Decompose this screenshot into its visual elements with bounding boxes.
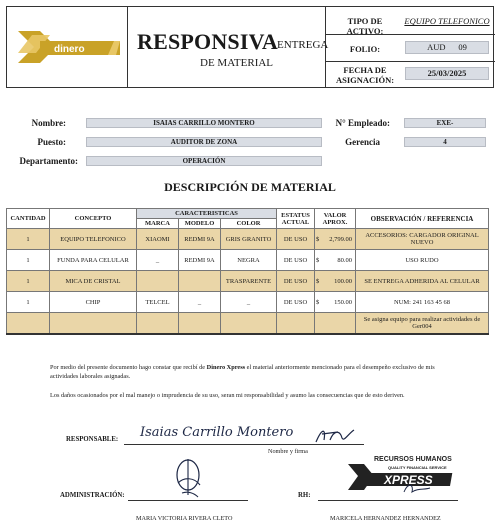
folio-label: FOLIO: [349, 44, 381, 54]
rh-label: RH: [298, 492, 311, 499]
cell-marca: TELCEL [137, 292, 179, 313]
header-divider [325, 61, 495, 62]
fecha-label: FECHA DE ASIGNACIÓN: [335, 65, 395, 85]
table-row [7, 250, 489, 271]
svg-text:QUALITY FINANCIAL SERVICE: QUALITY FINANCIAL SERVICE [388, 465, 447, 470]
cell-estatus: DE USO [277, 229, 315, 250]
cell-color: GRIS GRANITO [221, 229, 277, 250]
document-subtitle: ENTREGA [277, 39, 329, 51]
header-modelo: MODELO [179, 219, 221, 229]
rh-name: MARICELA HERNANDEZ HERNANDEZ [330, 515, 441, 522]
folio-number: 09 [458, 42, 467, 52]
responsable-handwriting: Isaias Carrillo Montero [140, 425, 294, 440]
admin-name: MARIA VICTORIA RIVERA CLETO [136, 515, 233, 522]
cell-concepto [50, 313, 137, 334]
cell-currency [315, 313, 324, 334]
cell-observacion: ACCESORIOS: CARGADOR ORIGINAL NUEVO [356, 229, 489, 250]
administracion-label: ADMINISTRACIÓN: [60, 492, 125, 499]
nombre-field: ISAIAS CARRILLO MONTERO [86, 118, 322, 128]
header-estatus: ESTATUS ACTUAL [277, 209, 315, 229]
nombre-firma-caption: Nombre y firma [268, 448, 308, 455]
cell-modelo [179, 271, 221, 292]
document-subtitle: DE MATERIAL [200, 57, 274, 69]
admin-signature-line [128, 500, 248, 501]
cell-valor: 2,799.00 [324, 229, 356, 250]
svg-text:dinero: dinero [54, 44, 85, 55]
material-table [6, 208, 489, 335]
cell-observacion: Se asigna equipo para realizar actividades de Ger004 [356, 313, 489, 334]
cell-concepto: EQUIPO TELEFONICO [50, 229, 137, 250]
responsable-signature-scribble [312, 424, 358, 446]
paragraph-text: el material anteriormente mencionado para el desempeño exclusivo de mis actividades laborales asignadas. [50, 364, 435, 380]
cell-observacion: SE ENTREGA ADHERIDA AL CELULAR [356, 271, 489, 292]
cell-currency: $ [315, 292, 324, 313]
cell-currency: $ [315, 271, 324, 292]
cell-cantidad: 1 [7, 292, 50, 313]
company-name: Dinero Xpress [206, 364, 246, 371]
cell-marca: XIAOMI [137, 229, 179, 250]
cell-modelo: _ [179, 292, 221, 313]
header-observacion: OBSERVACIÓN / REFERENCIA [356, 209, 489, 229]
header-color: COLOR [221, 219, 277, 229]
cell-color: _ [221, 292, 277, 313]
cell-modelo: REDMI 9A [179, 250, 221, 271]
cell-modelo: REDMI 9A [179, 229, 221, 250]
tipo-activo-label: TIPO DE ACTIVO: [346, 16, 384, 36]
cell-concepto: CHIP [50, 292, 137, 313]
liability-paragraph: Los daños ocasionados por el mal manejo o imprudencia de su uso, seran mi responsabilidad y asumo las consecuencias que de esto deriven. [50, 392, 405, 399]
cell-estatus: DE USO [277, 271, 315, 292]
gerencia-field: 4 [404, 137, 486, 147]
table-row [7, 229, 489, 250]
folio-prefix: AUD [427, 42, 446, 52]
cell-color: TRASPARENTE [221, 271, 277, 292]
header-concepto: CONCEPTO [50, 209, 137, 229]
xpress-stamp-icon [344, 452, 462, 496]
departamento-field: OPERACIÓN [86, 156, 322, 166]
cell-valor: 80.00 [324, 250, 356, 271]
section-title: DESCRIPCIÓN DE MATERIAL [164, 180, 336, 194]
folio-value [405, 41, 489, 54]
cell-marca [137, 313, 179, 334]
header-cantidad: CANTIDAD [7, 209, 50, 229]
cell-concepto: MICA DE CRISTAL [50, 271, 137, 292]
cell-cantidad: 1 [7, 271, 50, 292]
paragraph-text: Por medio del presente documento hago constar que recibí de [50, 364, 207, 371]
cell-cantidad [7, 313, 50, 334]
responsable-label: RESPONSABLE: [66, 436, 119, 443]
header-marca: MARCA [137, 219, 179, 229]
dinero-xpress-logo [10, 13, 128, 81]
puesto-field: AUDITOR DE ZONA [86, 137, 322, 147]
header-caracteristicas: CARACTERISTICAS [137, 209, 277, 219]
table-row [7, 292, 489, 313]
empleado-label: N° Empleado: [335, 118, 390, 128]
cell-concepto: FUNDA PARA CELULAR [50, 250, 137, 271]
rh-stamp [344, 452, 462, 496]
admin-signature-scribble [168, 455, 208, 499]
svg-text:RECURSOS HUMANOS: RECURSOS HUMANOS [374, 456, 452, 463]
document-title: RESPONSIVA [137, 29, 278, 54]
cell-currency: $ [315, 229, 324, 250]
cell-valor: 100.00 [324, 271, 356, 292]
document-header [6, 6, 494, 88]
cell-estatus: DE USO [277, 250, 315, 271]
table-row [7, 271, 489, 292]
cell-color: NEGRA [221, 250, 277, 271]
svg-text:XPRESS: XPRESS [384, 473, 433, 487]
cell-marca [137, 271, 179, 292]
nombre-label: Nombre: [31, 118, 66, 128]
header-valor: VALOR APROX. [315, 209, 356, 229]
cell-estatus [277, 313, 315, 334]
table-row [7, 313, 489, 334]
rh-signature-line [318, 500, 458, 501]
cell-cantidad: 1 [7, 250, 50, 271]
cell-valor [324, 313, 356, 334]
gerencia-label: Gerencia [345, 137, 380, 147]
cell-valor: 150.00 [324, 292, 356, 313]
cell-modelo [179, 313, 221, 334]
cell-marca: _ [137, 250, 179, 271]
departamento-label: Departamento: [19, 156, 78, 166]
cell-cantidad: 1 [7, 229, 50, 250]
cell-observacion: NUM: 241 163 45 68 [356, 292, 489, 313]
cell-estatus: DE USO [277, 292, 315, 313]
tipo-activo-value: EQUIPO TELEFONICO [404, 16, 490, 26]
empleado-field: EXE- [404, 118, 486, 128]
puesto-label: Puesto: [37, 137, 66, 147]
fecha-value: 25/03/2025 [405, 67, 489, 80]
logo-icon [10, 13, 128, 81]
cell-color [221, 313, 277, 334]
declaration-paragraph [50, 364, 460, 381]
cell-observacion: USO RUDO [356, 250, 489, 271]
cell-currency: $ [315, 250, 324, 271]
